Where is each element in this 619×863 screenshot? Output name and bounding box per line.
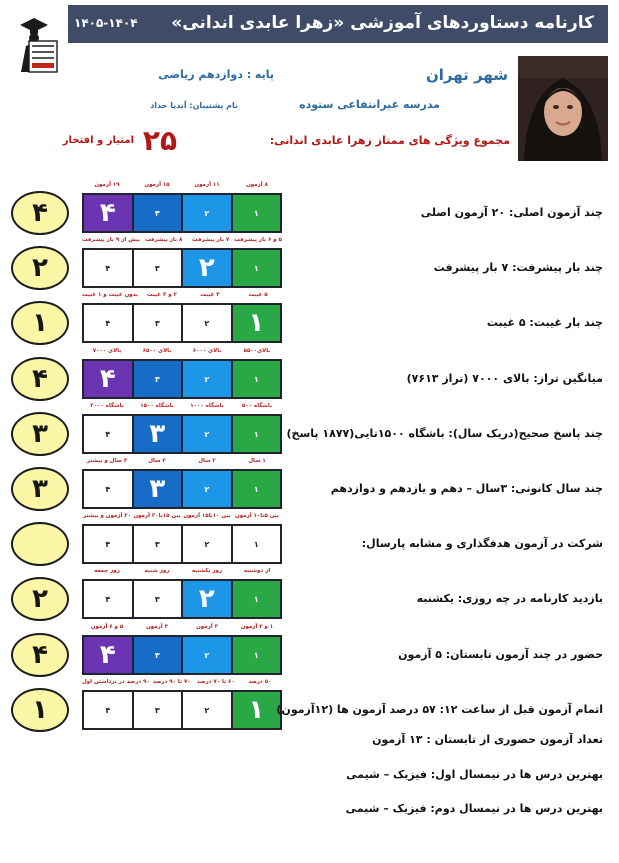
threshold-label: ۷۰ تا ۹۰ درصد	[152, 679, 191, 685]
level-cell: ۳	[134, 471, 182, 507]
level-cell: ۱	[233, 692, 281, 728]
threshold-label: ۳ آزمون	[196, 624, 218, 630]
threshold-label: ۵۰ درصد	[248, 679, 272, 685]
threshold-label: بالای۵۵۰۰	[243, 348, 271, 354]
threshold-label: ۴ سال و بیشتر	[86, 458, 128, 464]
threshold-label: ۵ و ۶ بار پیشرفت	[234, 237, 282, 243]
academic-year: ۱۴۰۵-۱۴۰۴	[74, 16, 138, 30]
student-photo	[518, 56, 608, 161]
level-cell: ۴	[84, 305, 132, 341]
level-cell: ۱	[233, 361, 281, 397]
level-cell: ۳	[134, 581, 182, 617]
level-cell: ۱	[233, 471, 281, 507]
level-cell: ۴	[84, 471, 132, 507]
criterion-text: حضور در چند آزمون تابستان: ۵ آزمون	[398, 648, 603, 661]
kanoon-logo	[7, 14, 65, 72]
level-scale	[82, 469, 282, 509]
level-cell: ۴	[84, 195, 132, 231]
score-badge	[11, 522, 69, 566]
level-scale	[82, 359, 282, 399]
criterion-text: چند بار غیبت: ۵ غیبت	[486, 316, 603, 329]
supporter-name: نام پشتیبان: آندیا حداد	[150, 101, 238, 110]
level-cell: ۱	[233, 250, 281, 286]
threshold-label: باشگاه ۲۰۰۰	[90, 403, 124, 409]
level-scale	[82, 303, 282, 343]
criterion-text: اتمام آزمون قبل از ساعت ۱۲: ۵۷ درصد آزمون ها (۱۲آزمون)	[276, 703, 603, 716]
level-cell: ۴	[84, 361, 132, 397]
score-badge: ۴	[11, 357, 69, 401]
level-cell: ۳	[134, 361, 182, 397]
threshold-label: از دوشنبه	[243, 568, 271, 574]
threshold-label: ۱۹ آزمون	[94, 182, 120, 188]
threshold-label: روز جمعه	[94, 568, 120, 574]
level-cell: ۲	[183, 416, 231, 452]
threshold-label: ۹۰ درصد در برداشتن اول	[81, 679, 150, 685]
threshold-label: ۱ سال	[248, 458, 266, 464]
summer-exams-count: تعداد آزمون حضوری از تابستان : ۱۳ آزمون	[372, 733, 603, 746]
threshold-label: ۷ بار پیشرفت	[192, 237, 230, 243]
threshold-label: ۱۱ آزمون	[194, 182, 220, 188]
threshold-labels	[82, 624, 282, 634]
level-cell: ۳	[134, 195, 182, 231]
threshold-label: بین ۱۵تا۲۰ آزمون	[133, 513, 181, 519]
threshold-label: بدون غیبت و ۱ غیبت	[82, 292, 138, 298]
level-scale	[82, 690, 282, 730]
level-cell: ۲	[183, 526, 231, 562]
score-badge: ۴	[11, 633, 69, 677]
level-scale	[82, 193, 282, 233]
score-badge: ۳	[11, 467, 69, 511]
threshold-label: ۱ و ۲ آزمون	[240, 624, 274, 630]
criterion-text: میانگین تراز: بالای ۷۰۰۰ (تراز ۷۶۱۳)	[406, 372, 603, 385]
threshold-labels	[82, 403, 282, 413]
level-cell: ۴	[84, 581, 132, 617]
level-cell: ۱	[233, 637, 281, 673]
level-cell: ۲	[183, 637, 231, 673]
level-cell: ۳	[134, 526, 182, 562]
score-badge: ۳	[11, 412, 69, 456]
threshold-labels	[82, 237, 282, 247]
criterion-text: چند آزمون اصلی: ۲۰ آزمون اصلی	[420, 206, 603, 219]
threshold-label: بیش از ۹ بار پیشرفت	[81, 237, 141, 243]
level-cell: ۲	[183, 471, 231, 507]
threshold-label: ۸ آزمون	[246, 182, 268, 188]
level-cell: ۳	[134, 692, 182, 728]
threshold-label: روز یکشنبه	[191, 568, 223, 574]
threshold-label: بالای ۶۵۰۰	[142, 348, 172, 354]
school-name: مدرسه غیرانتفاعی ستوده	[299, 98, 440, 111]
report-banner	[68, 5, 608, 43]
level-cell: ۲	[183, 581, 231, 617]
threshold-label: ۲ و ۳ غیبت	[146, 292, 177, 298]
level-scale	[82, 579, 282, 619]
threshold-labels	[82, 182, 282, 192]
best-subjects-semester-2: بهترین درس ها در نیمسال دوم: فیزیک – شیمی	[345, 802, 603, 815]
level-cell: ۲	[183, 250, 231, 286]
level-cell: ۲	[183, 195, 231, 231]
threshold-label: باشگاه ۱۵۰۰	[140, 403, 174, 409]
score-badge: ۲	[11, 577, 69, 621]
threshold-label: ۱۵ آزمون	[144, 182, 170, 188]
level-cell: ۲	[183, 361, 231, 397]
level-cell: ۱	[233, 305, 281, 341]
threshold-label: ۴ آزمون	[146, 624, 168, 630]
criterion-text: چند بار پیشرفت: ۷ بار پیشرفت	[433, 261, 603, 274]
threshold-labels	[82, 458, 282, 468]
level-cell: ۱	[233, 195, 281, 231]
criterion-text: چند سال کانونی: ۳سال – دهم و یازدهم و دوازدهم	[330, 482, 603, 495]
level-cell: ۴	[84, 526, 132, 562]
total-score: ۲۵	[142, 124, 178, 157]
threshold-labels	[82, 348, 282, 358]
level-cell: ۱	[233, 416, 281, 452]
level-cell: ۴	[84, 250, 132, 286]
level-cell: ۱	[233, 581, 281, 617]
score-badge: ۲	[11, 246, 69, 290]
level-cell: ۴	[84, 637, 132, 673]
threshold-label: ۸ بار پیشرفت	[145, 237, 183, 243]
level-cell: ۳	[134, 416, 182, 452]
level-scale	[82, 248, 282, 288]
best-subjects-semester-1: بهترین درس ها در نیمسال اول: فیزیک – شیمی	[346, 768, 603, 781]
total-suffix: امتیاز و افتخار	[62, 135, 134, 146]
threshold-labels	[82, 292, 282, 302]
threshold-label: بالای ۷۰۰۰	[92, 348, 122, 354]
criterion-text: بازدید کارنامه در چه روزی: یکشنبه	[416, 592, 603, 605]
level-scale	[82, 635, 282, 675]
threshold-label: روز شنبه	[144, 568, 170, 574]
criterion-text: شرکت در آزمون هدفگذاری و مشابه پارسال:	[361, 537, 603, 550]
criterion-text: چند پاسخ صحیح(دریک سال): باشگاه ۱۵۰۰تایی(۱۸۷۷ پاسخ)	[286, 427, 603, 440]
student-grade: پایه : دوازدهم ریاضی	[158, 68, 274, 81]
report-title: کارنامه دستاوردهای آموزشی «زهرا عابدی اندانی»	[171, 13, 594, 33]
threshold-label: ۶۰ تا ۷۰ درصد	[196, 679, 235, 685]
threshold-labels	[82, 513, 282, 523]
level-cell: ۱	[233, 526, 281, 562]
threshold-label: بین ۱۰تا۱۵ آزمون	[183, 513, 231, 519]
total-label: مجموع ویژگی های ممتاز زهرا عابدی اندانی:	[269, 134, 510, 147]
threshold-label: بالای ۶۰۰۰	[192, 348, 222, 354]
threshold-labels	[82, 679, 282, 689]
level-cell: ۴	[84, 416, 132, 452]
level-cell: ۳	[134, 250, 182, 286]
threshold-label: ۵ و ۶ آزمون	[90, 624, 124, 630]
student-city: شهر تهران	[425, 66, 508, 84]
threshold-label: ۵ غیبت	[248, 292, 268, 298]
score-badge: ۱	[11, 688, 69, 732]
level-cell: ۳	[134, 637, 182, 673]
level-cell: ۴	[84, 692, 132, 728]
level-scale	[82, 414, 282, 454]
level-cell: ۳	[134, 305, 182, 341]
threshold-label: باشگاه ۱۰۰۰	[190, 403, 224, 409]
level-cell: ۲	[183, 692, 231, 728]
threshold-label: بین ۵تا۱۰ آزمون	[235, 513, 279, 519]
threshold-label: باشگاه ۵۰۰	[241, 403, 273, 409]
score-badge: ۱	[11, 301, 69, 345]
score-badge: ۴	[11, 191, 69, 235]
level-scale	[82, 524, 282, 564]
threshold-labels	[82, 568, 282, 578]
threshold-label: ۴ غیبت	[200, 292, 220, 298]
threshold-label: ۲۰ آزمون و بیشتر	[82, 513, 132, 519]
level-cell: ۲	[183, 305, 231, 341]
threshold-label: ۳ سال	[148, 458, 166, 464]
threshold-label: ۲ سال	[198, 458, 216, 464]
